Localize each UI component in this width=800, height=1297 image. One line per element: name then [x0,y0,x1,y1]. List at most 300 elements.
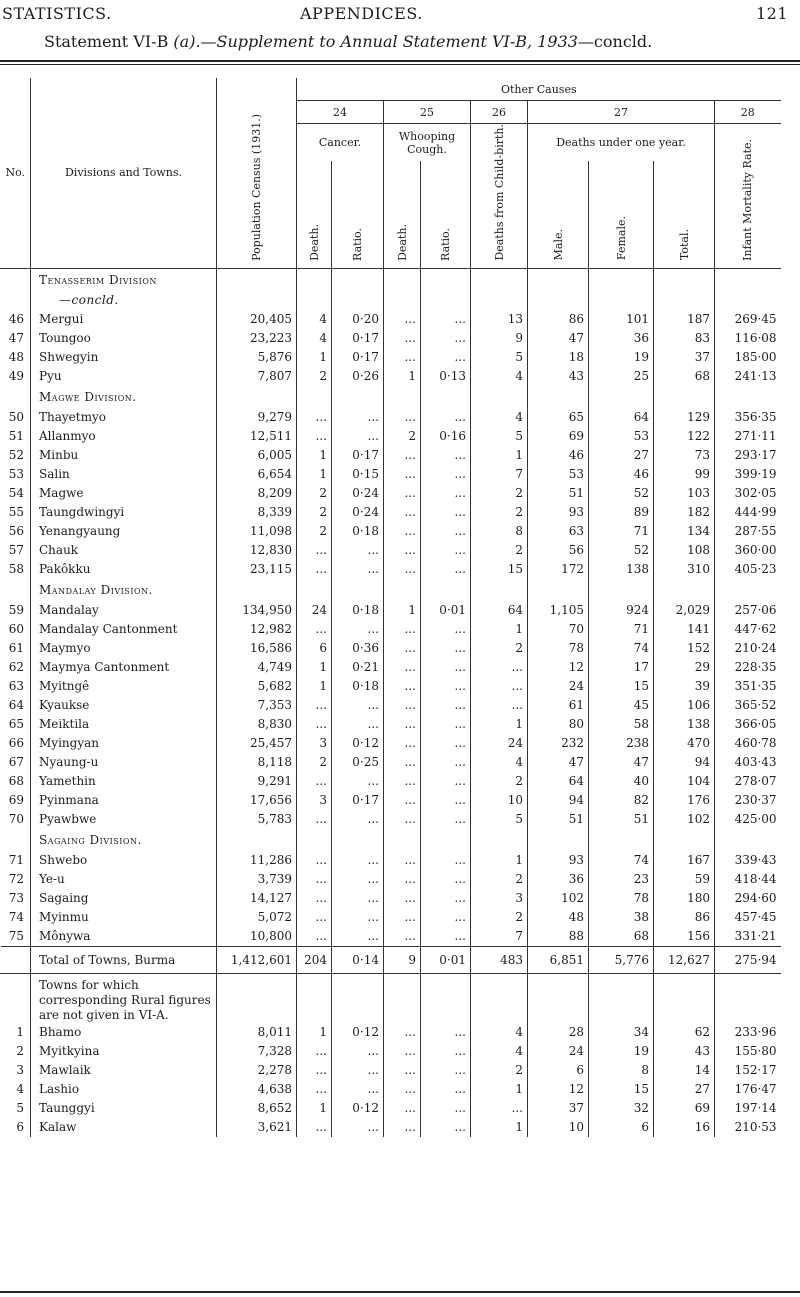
female-cell: 74 [589,639,654,658]
female-cell: 78 [589,889,654,908]
cancer-death-cell: ... [297,889,332,908]
whooping-death-cell: ... [384,503,421,522]
infant-mortality-cell: 155·80 [715,1042,781,1061]
row-number: 65 [8,717,24,732]
whooping-death-cell: ... [384,446,421,465]
infant-mortality-cell: 269·45 [715,310,781,329]
cancer-death-cell: 3 [297,734,332,753]
table-row [1,367,781,386]
town-name: Kalaw [31,1118,217,1137]
whooping-death-cell: ... [384,310,421,329]
town-name: Mônywa [31,927,217,947]
total-cell: 59 [654,870,715,889]
whooping-death-cell: ... [384,1061,421,1080]
cancer-ratio-cell: 0·24 [332,503,384,522]
cancer-death-cell: 2 [297,484,332,503]
infant-mortality-cell [715,579,781,601]
childbirth-deaths-cell: 1 [471,446,528,465]
infant-mortality-cell: 457·45 [715,908,781,927]
table-row [1,522,781,541]
whooping-ratio-cell: ... [421,870,471,889]
infant-mortality-cell: 233·96 [715,1023,781,1042]
whooping-ratio-cell: ... [421,927,471,947]
population-cell: 20,405 [217,310,297,329]
male-cell: 10 [528,1118,589,1137]
table-row [1,1042,781,1061]
whooping-death-cell: ... [384,658,421,677]
infant-mortality-cell: 460·78 [715,734,781,753]
population-cell: 17,656 [217,791,297,810]
whooping-death-cell [384,579,421,601]
infant-mortality-cell: 278·07 [715,772,781,791]
female-cell: 19 [589,1042,654,1061]
population-cell: 134,950 [217,601,297,620]
col-population-label: Population Census (1931.) [250,113,263,261]
whooping-ratio-cell: ... [421,620,471,639]
cancer-ratio-cell [332,973,384,1023]
population-cell: 5,876 [217,348,297,367]
population-cell: 23,223 [217,329,297,348]
total-cell: 12,627 [654,946,715,973]
town-name: Pyawbwe [31,810,217,829]
cancer-death-cell: 2 [297,522,332,541]
total-cell: 73 [654,446,715,465]
population-cell [217,973,297,1023]
whooping-ratio-cell [421,973,471,1023]
whooping-death-cell: 9 [384,946,421,973]
total-cell: 16 [654,1118,715,1137]
whooping-death-cell: ... [384,753,421,772]
total-cell: 187 [654,310,715,329]
population-cell: 8,652 [217,1099,297,1118]
row-number [1,386,31,408]
childbirth-deaths-cell: 4 [471,753,528,772]
total-cell: 86 [654,908,715,927]
whooping-death-cell: ... [384,1099,421,1118]
population-cell: 10,800 [217,927,297,947]
table-row [1,791,781,810]
town-name: Minbu [31,446,217,465]
female-cell: 52 [589,484,654,503]
whooping-death-cell: ... [384,541,421,560]
female-cell [589,291,654,310]
town-name: Nyaung-u [31,753,217,772]
whooping-death-cell: ... [384,810,421,829]
cancer-death-cell: ... [297,560,332,579]
female-cell: 51 [589,810,654,829]
male-cell: 47 [528,329,589,348]
table-row [1,446,781,465]
childbirth-deaths-cell: 7 [471,927,528,947]
total-cell: 29 [654,658,715,677]
whooping-ratio-cell [421,829,471,851]
section-label: Sagaing Division. [31,829,217,851]
female-cell: 25 [589,367,654,386]
total-cell: 43 [654,1042,715,1061]
whooping-ratio-cell: ... [421,889,471,908]
male-cell: 69 [528,427,589,446]
cancer-death-cell: 1 [297,348,332,367]
female-cell: 238 [589,734,654,753]
total-cell [654,291,715,310]
cancer-ratio-cell: ... [332,851,384,870]
town-name: Mandalay [31,601,217,620]
cancer-death-cell [297,386,332,408]
population-cell: 11,286 [217,851,297,870]
cancer-death-cell [297,291,332,310]
whooping-ratio-cell: ... [421,310,471,329]
whooping-death-cell: 1 [384,601,421,620]
table-row [1,677,781,696]
male-cell: 63 [528,522,589,541]
population-cell: 12,830 [217,541,297,560]
row-number: 6 [16,1120,24,1135]
cancer-ratio-cell: 0·12 [332,1099,384,1118]
col-total-label: Total. [677,229,691,261]
childbirth-deaths-cell: 2 [471,541,528,560]
population-cell: 16,586 [217,639,297,658]
population-cell [217,291,297,310]
female-cell: 40 [589,772,654,791]
table-row [1,772,781,791]
cancer-ratio-cell: ... [332,870,384,889]
row-number: 53 [8,467,24,482]
row-number: 70 [8,812,24,827]
whooping-death-cell [384,386,421,408]
section-row [1,579,781,601]
male-cell: 93 [528,851,589,870]
total-cell [654,829,715,851]
town-name: Chauk [31,541,217,560]
cancer-death-cell: 6 [297,639,332,658]
col-cancer-death [297,161,332,268]
childbirth-deaths-cell: 10 [471,791,528,810]
male-cell: 53 [528,465,589,484]
whooping-ratio-cell: ... [421,851,471,870]
row-number [1,973,31,1023]
cancer-death-cell: ... [297,620,332,639]
cancer-death-cell: 1 [297,1099,332,1118]
cancer-death-cell: ... [297,427,332,446]
infant-mortality-cell: 271·11 [715,427,781,446]
cancer-death-cell [297,268,332,291]
childbirth-deaths-cell: 1 [471,851,528,870]
town-name: Mandalay Cantonment [31,620,217,639]
whooping-death-cell: 2 [384,427,421,446]
whooping-death-cell [384,268,421,291]
cancer-ratio-cell: ... [332,1118,384,1137]
section-label: Mandalay Division. [31,579,217,601]
whooping-ratio-cell: ... [421,908,471,927]
cancer-ratio-cell: ... [332,696,384,715]
town-name: Toungoo [31,329,217,348]
infant-mortality-cell [715,268,781,291]
table-row [1,810,781,829]
header-center: APPENDICES. [300,4,423,23]
total-cell: 180 [654,889,715,908]
population-cell: 3,621 [217,1118,297,1137]
whooping-ratio-cell: ... [421,1099,471,1118]
total-cell: 94 [654,753,715,772]
infant-mortality-cell: 257·06 [715,601,781,620]
male-cell: 56 [528,541,589,560]
childbirth-deaths-cell [471,386,528,408]
row-number: 63 [8,679,24,694]
female-cell: 52 [589,541,654,560]
infant-mortality-cell: 302·05 [715,484,781,503]
total-cell: 176 [654,791,715,810]
childbirth-deaths-cell: 4 [471,1023,528,1042]
male-cell: 65 [528,408,589,427]
infant-mortality-cell: 365·52 [715,696,781,715]
table-row [1,715,781,734]
female-cell: 36 [589,329,654,348]
row-number: 59 [8,603,24,618]
total-cell: 37 [654,348,715,367]
cancer-death-cell: ... [297,715,332,734]
female-cell: 101 [589,310,654,329]
total-cell: 27 [654,1080,715,1099]
title-suffix: —concld. [577,32,653,51]
female-cell: 74 [589,851,654,870]
childbirth-deaths-cell: ... [471,1099,528,1118]
cancer-ratio-cell: ... [332,889,384,908]
female-cell: 45 [589,696,654,715]
cancer-death-cell: 1 [297,465,332,484]
whooping-ratio-cell [421,386,471,408]
female-cell: 138 [589,560,654,579]
col-cancer-death-label: Death. [307,223,321,261]
col-num-24: 24 [297,101,384,124]
col-cancer-ratio [332,161,384,268]
female-cell: 6 [589,1118,654,1137]
table-row [1,908,781,927]
male-cell [528,386,589,408]
male-cell: 24 [528,1042,589,1061]
population-cell: 7,807 [217,367,297,386]
total-cell: 99 [654,465,715,484]
cancer-death-cell: 1 [297,658,332,677]
cancer-death-cell: ... [297,696,332,715]
male-cell: 61 [528,696,589,715]
population-cell: 12,982 [217,620,297,639]
col-num-25: 25 [384,101,471,124]
female-cell: 89 [589,503,654,522]
whooping-death-cell: ... [384,639,421,658]
whooping-death-cell: ... [384,560,421,579]
infant-mortality-cell: 152·17 [715,1061,781,1080]
row-number [1,268,31,291]
infant-mortality-cell: 210·24 [715,639,781,658]
cancer-death-cell: ... [297,851,332,870]
total-cell: 102 [654,810,715,829]
cancer-ratio-cell: 0·21 [332,658,384,677]
infant-mortality-cell [715,973,781,1023]
title-year: , 1933 [527,32,578,51]
female-cell: 47 [589,753,654,772]
town-name: Kyaukse [31,696,217,715]
total-cell: 138 [654,715,715,734]
col-female-label: Female. [614,216,628,261]
childbirth-deaths-cell [471,829,528,851]
total-cell: 141 [654,620,715,639]
female-cell: 15 [589,677,654,696]
table-row [1,1061,781,1080]
male-cell: 93 [528,503,589,522]
cancer-death-cell [297,829,332,851]
table-row [1,348,781,367]
whooping-death-cell: ... [384,348,421,367]
statistics-table [0,78,781,1137]
male-cell: 172 [528,560,589,579]
female-cell: 53 [589,427,654,446]
col-num-26: 26 [471,101,528,124]
col-whooping-death [384,161,421,268]
town-name: Shwebo [31,851,217,870]
total-cell: 310 [654,560,715,579]
whooping-ratio-cell: 0·13 [421,367,471,386]
page-number: 121 [755,4,788,23]
town-name: Lashio [31,1080,217,1099]
whooping-ratio-cell [421,579,471,601]
row-number: 4 [16,1082,24,1097]
childbirth-deaths-cell: 4 [471,408,528,427]
male-cell: 88 [528,927,589,947]
population-cell: 9,291 [217,772,297,791]
town-name: Allanmyo [31,427,217,446]
town-name: Mawlaik [31,1061,217,1080]
infant-mortality-cell: 230·37 [715,791,781,810]
whooping-ratio-cell: ... [421,639,471,658]
table-row [1,1118,781,1137]
whooping-death-cell [384,973,421,1023]
table-row [1,601,781,620]
childbirth-deaths-cell: 4 [471,1042,528,1061]
childbirth-deaths-cell [471,291,528,310]
title-mid: (a) [173,32,196,51]
town-name: Taungdwingyi [31,503,217,522]
childbirth-deaths-cell: ... [471,658,528,677]
cancer-ratio-cell: 0·12 [332,1023,384,1042]
population-cell: 5,072 [217,908,297,927]
male-cell [528,829,589,851]
total-cell: 156 [654,927,715,947]
header-left: STATISTICS. [2,4,112,23]
infant-mortality-cell: 351·35 [715,677,781,696]
female-cell: 46 [589,465,654,484]
cancer-ratio-cell: 0·17 [332,446,384,465]
population-cell: 11,098 [217,522,297,541]
population-cell: 3,739 [217,870,297,889]
male-cell: 6,851 [528,946,589,973]
childbirth-deaths-cell: 1 [471,620,528,639]
whooping-death-cell: 1 [384,367,421,386]
whooping-ratio-cell: ... [421,753,471,772]
cancer-ratio-cell [332,579,384,601]
whooping-death-cell: ... [384,408,421,427]
bottom-rule [0,1291,800,1293]
population-cell [217,829,297,851]
female-cell [589,973,654,1023]
cancer-ratio-cell: ... [332,908,384,927]
total-cell: 106 [654,696,715,715]
note-label: Towns for which corresponding Rural figures are not given in VI-A. [31,973,217,1023]
whooping-ratio-cell: ... [421,560,471,579]
population-cell: 7,353 [217,696,297,715]
row-number: 57 [8,543,24,558]
male-cell: 36 [528,870,589,889]
table-row [1,503,781,522]
cancer-death-cell: ... [297,908,332,927]
cancer-ratio-cell: ... [332,560,384,579]
row-number [1,291,31,310]
infant-mortality-cell: 360·00 [715,541,781,560]
town-name: Myingyan [31,734,217,753]
male-cell: 43 [528,367,589,386]
population-cell [217,579,297,601]
col-divisions: Divisions and Towns. [31,78,217,268]
female-cell [589,386,654,408]
total-cell: 62 [654,1023,715,1042]
table-row [1,484,781,503]
cancer-ratio-cell: ... [332,1080,384,1099]
cancer-death-cell [297,579,332,601]
childbirth-deaths-cell: 7 [471,465,528,484]
cancer-ratio-cell: 0·12 [332,734,384,753]
infant-mortality-cell: 294·60 [715,889,781,908]
town-name: Thayetmyo [31,408,217,427]
population-cell: 6,005 [217,446,297,465]
town-name: Myitkyina [31,1042,217,1061]
total-cell: 68 [654,367,715,386]
cancer-ratio-cell: 0·17 [332,348,384,367]
childbirth-deaths-cell: 1 [471,1118,528,1137]
infant-mortality-cell: 339·43 [715,851,781,870]
cancer-death-cell: ... [297,541,332,560]
male-cell [528,579,589,601]
childbirth-deaths-cell: 4 [471,367,528,386]
infant-mortality-cell: 403·43 [715,753,781,772]
row-number: 54 [8,486,24,501]
whooping-ratio-cell: ... [421,810,471,829]
infant-mortality-cell: 275·94 [715,946,781,973]
sub-row [1,291,781,310]
female-cell: 23 [589,870,654,889]
cancer-ratio-cell: 0·18 [332,522,384,541]
whooping-ratio-cell: ... [421,329,471,348]
total-cell: 152 [654,639,715,658]
row-number: 2 [16,1044,24,1059]
row-number: 71 [8,853,24,868]
section-row [1,829,781,851]
cancer-ratio-cell: 0·20 [332,310,384,329]
total-row [1,946,781,973]
town-name: Pyinmana [31,791,217,810]
town-name: Bhamo [31,1023,217,1042]
table-row [1,851,781,870]
whooping-death-cell: ... [384,772,421,791]
whooping-ratio-cell: ... [421,408,471,427]
row-number: 72 [8,872,24,887]
table-row [1,889,781,908]
childbirth-deaths-cell: 2 [471,1061,528,1080]
cancer-ratio-cell: ... [332,927,384,947]
table-row [1,427,781,446]
col-whooping-ratio [421,161,471,268]
total-cell: 122 [654,427,715,446]
col-male-label: Male. [551,229,565,261]
town-name: Yamethin [31,772,217,791]
